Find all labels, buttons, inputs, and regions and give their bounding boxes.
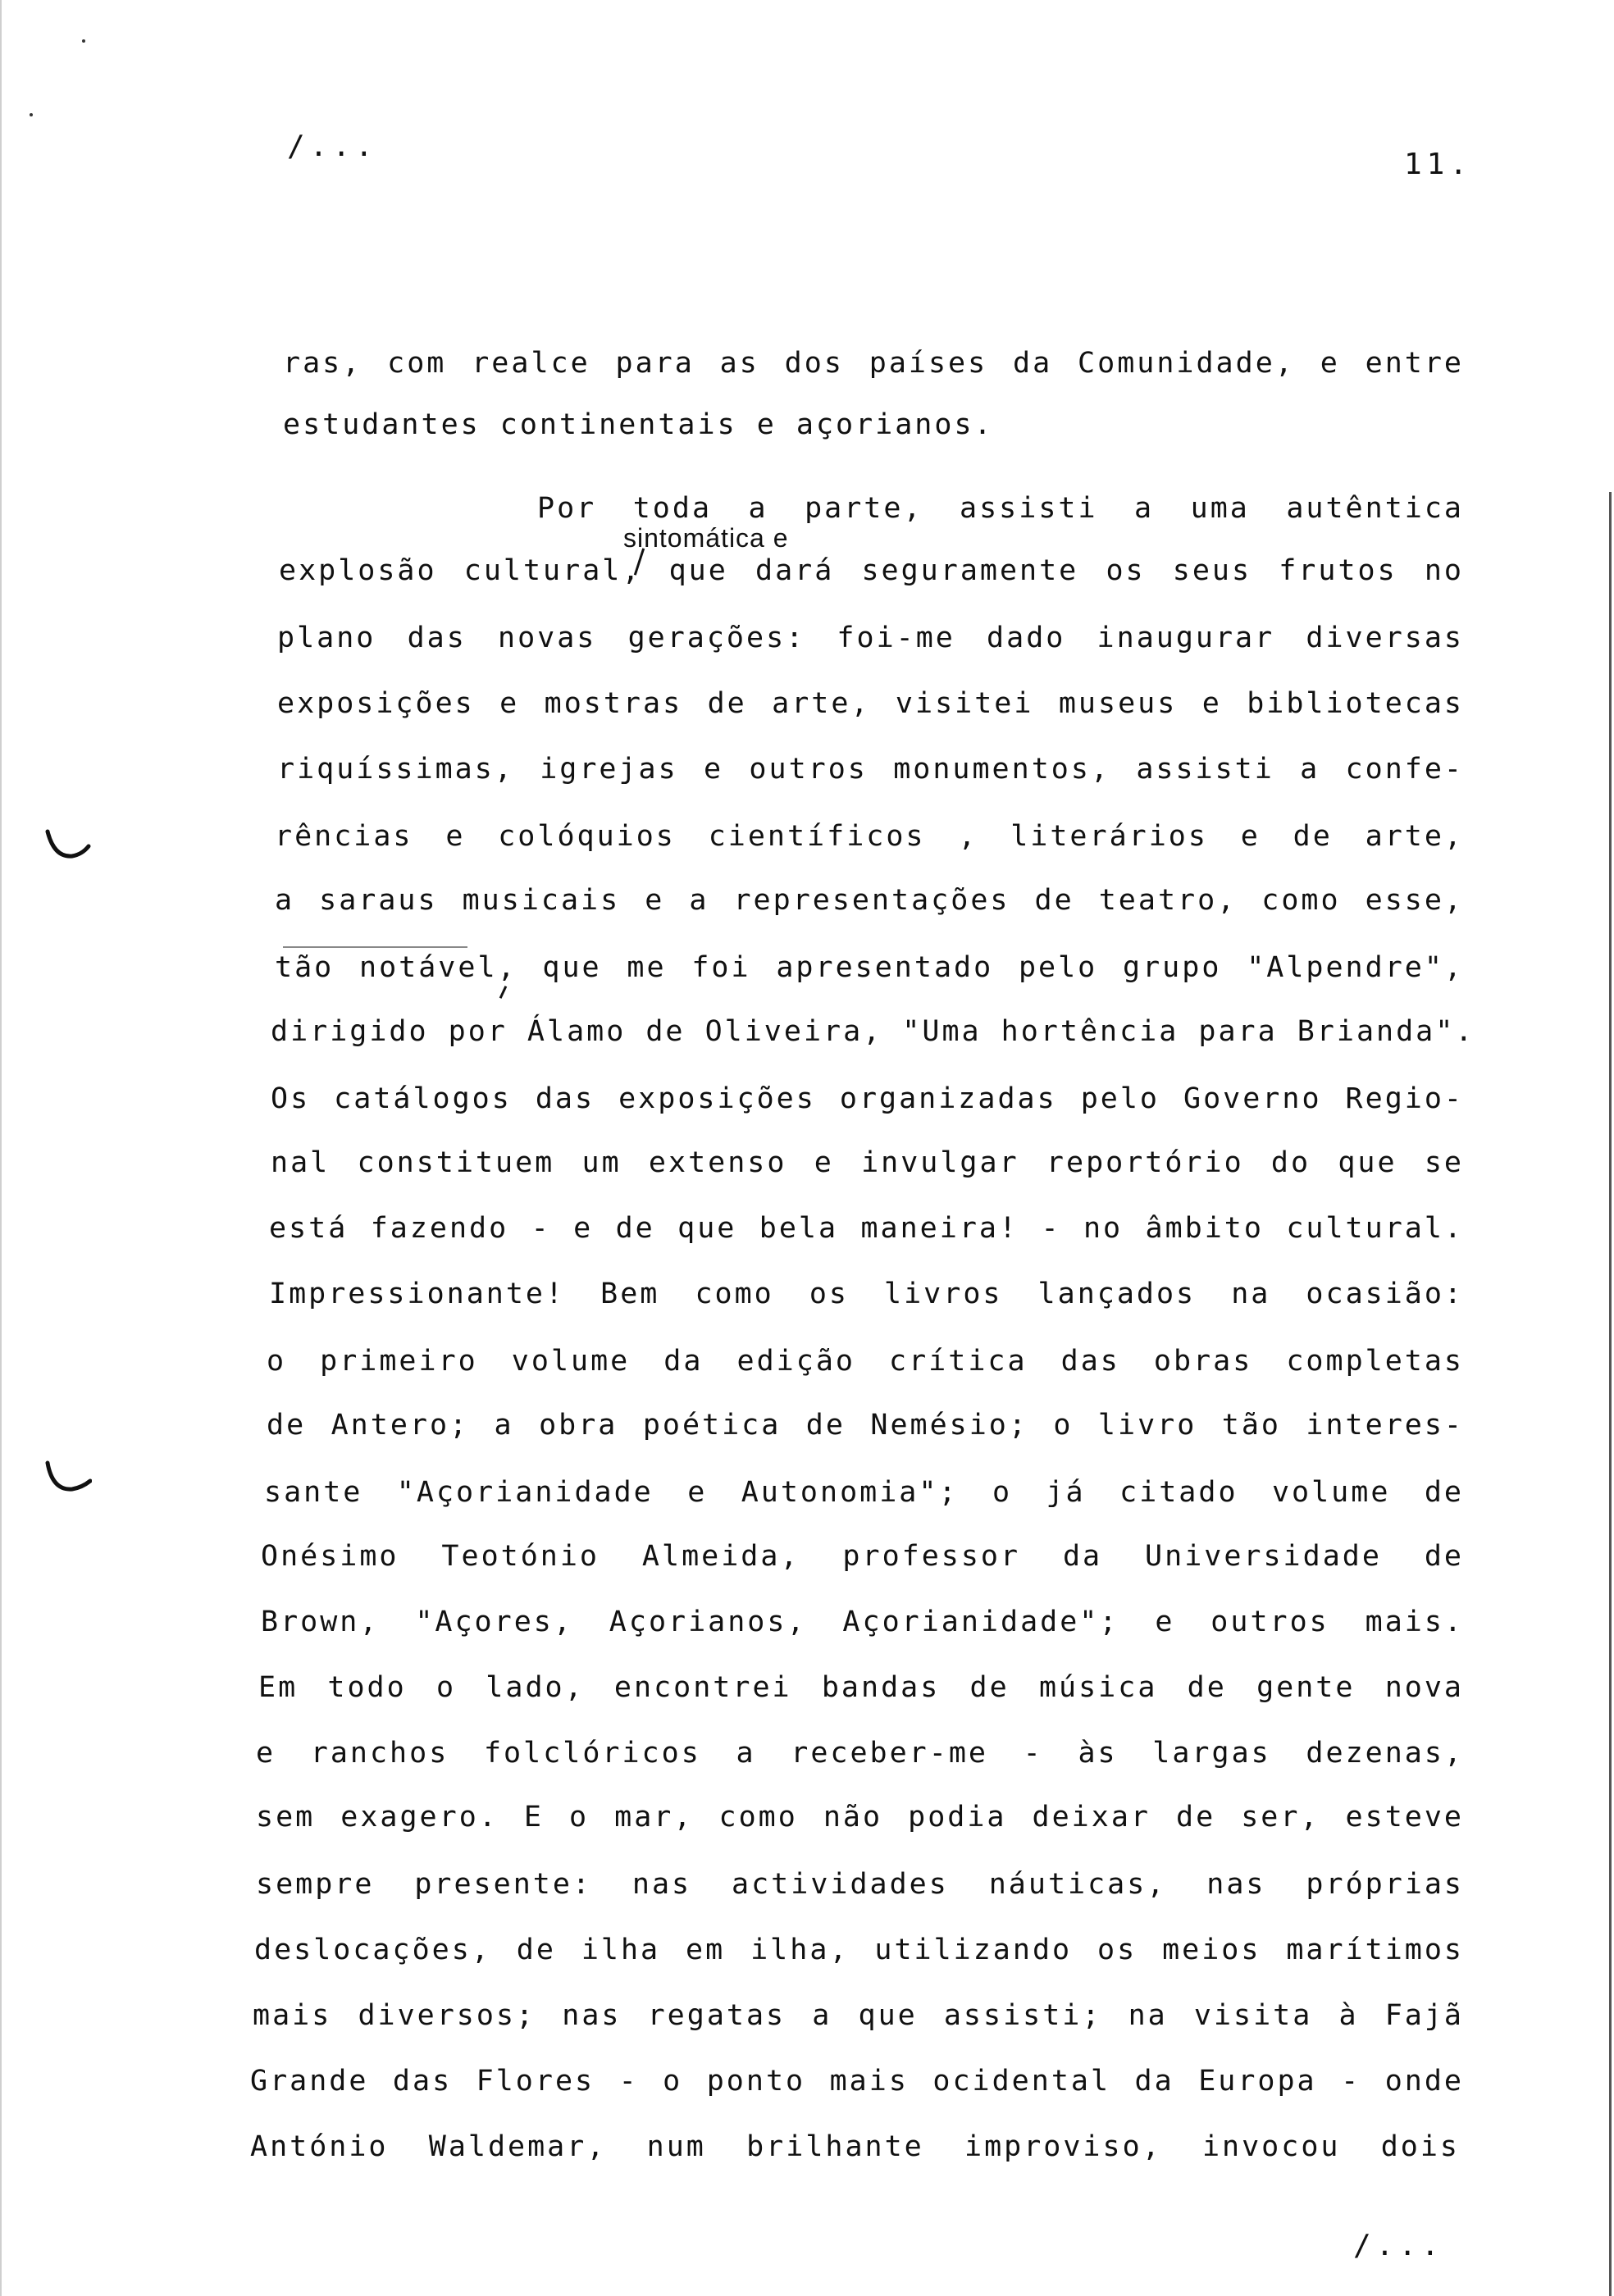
handwritten-insertion: sintomática e [623, 523, 789, 553]
text-line: Grande das Flores - o ponto mais ocidental da Europa - onde [250, 2065, 1464, 2098]
footer-continuation-mark: /... [1353, 2229, 1444, 2262]
text-line: está fazendo - e de que bela maneira! - no âmbito cultural. [269, 1212, 1464, 1245]
pencil-underline [283, 946, 467, 948]
text-line: ras, com realce para as dos países da Comunidade, e entre [283, 347, 1464, 380]
text-line: de Antero; a obra poética de Nemésio; o livro tão interes- [267, 1409, 1464, 1442]
page-number: 11. [1404, 148, 1473, 181]
page-right-edge [1609, 492, 1612, 2296]
text-line: sante "Açorianidade e Autonomia"; o já citado volume de [264, 1476, 1464, 1509]
text-line: Por toda a parte, assisti a uma autêntica [537, 492, 1464, 525]
text-line: o primeiro volume da edição crítica das obras completas [267, 1345, 1464, 1378]
handwritten-accent-mark [499, 986, 507, 999]
text-line: a saraus musicais e a representações de teatro, como esse, [275, 884, 1464, 917]
text-line: Impressionante! Bem como os livros lançados na ocasião: [269, 1278, 1464, 1310]
text-line: e ranchos folclóricos a receber-me - às largas dezenas, [256, 1737, 1464, 1770]
margin-hole-mark-icon [43, 820, 92, 869]
text-line: deslocações, de ilha em ilha, utilizando os meios marítimos [254, 1934, 1464, 1966]
scan-speck [30, 113, 33, 116]
margin-hole-mark-icon [43, 1453, 92, 1502]
text-line: tão notável, que me foi apresentado pelo grupo "Alpendre", [275, 951, 1464, 984]
text-line: riquíssimas, igrejas e outros monumentos, assisti a confe- [277, 753, 1464, 786]
text-line: Em todo o lado, encontrei bandas de música de gente nova [258, 1671, 1464, 1704]
text-line: António Waldemar, num brilhante improviso, invocou dois [250, 2130, 1460, 2163]
header-continuation-mark: /... [287, 130, 378, 163]
text-line: Brown, "Açores, Açorianos, Açorianidade"; e outros mais. [261, 1606, 1464, 1638]
text-line: exposições e mostras de arte, visitei museus e bibliotecas [277, 687, 1464, 720]
text-line: sempre presente: nas actividades náuticas, nas próprias [256, 1868, 1464, 1901]
text-line: estudantes continentais e açorianos. [283, 408, 994, 441]
text-line: Os catálogos das exposições organizadas pelo Governo Regio- [271, 1082, 1464, 1115]
scan-speck [82, 39, 85, 43]
text-line: dirigido por Álamo de Oliveira, "Uma hortência para Brianda". [271, 1015, 1475, 1048]
text-line: sem exagero. E o mar, como não podia deixar de ser, esteve [256, 1801, 1464, 1834]
text-line: Onésimo Teotónio Almeida, professor da Universidade de [261, 1540, 1464, 1573]
text-line: plano das novas gerações: foi-me dado inaugurar diversas [277, 622, 1464, 654]
text-line: nal constituem um extenso e invulgar reportório do que se [271, 1146, 1464, 1179]
text-line: explosão cultural, que dará seguramente os seus frutos no [279, 554, 1464, 587]
text-line: mais diversos; nas regatas a que assisti; na visita à Fajã [253, 1999, 1464, 2032]
page-left-edge [0, 0, 2, 2296]
text-line: rências e colóquios científicos , literários e de arte, [275, 820, 1464, 853]
